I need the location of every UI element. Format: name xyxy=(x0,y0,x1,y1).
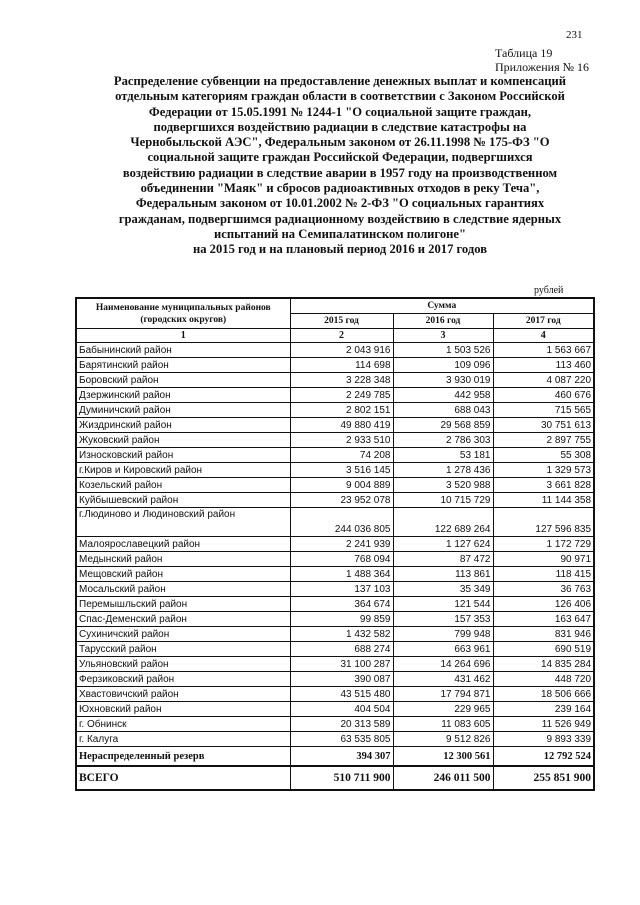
row-value-2017: 118 415 xyxy=(493,567,594,582)
row-value-2016: 11 083 605 xyxy=(393,717,493,732)
row-value-2016: 1 503 526 xyxy=(393,343,493,358)
row-name: Хвастовичский район xyxy=(76,687,290,702)
title-line: Федерации от 15.05.1991 № 1244-1 "О социальной защите граждан, xyxy=(148,104,532,119)
unit-label: рублей xyxy=(534,285,564,296)
row-value-2017: 448 720 xyxy=(493,672,594,687)
row-value-2017: 4 087 220 xyxy=(493,373,594,388)
row-value-2017: 55 308 xyxy=(493,448,594,463)
row-value-2017: 9 893 339 xyxy=(493,732,594,747)
table-label: Таблица 19 xyxy=(495,46,553,60)
total-2015: 510 711 900 xyxy=(290,766,393,790)
row-value-2015: 688 274 xyxy=(290,642,393,657)
row-value-2015: 137 103 xyxy=(290,582,393,597)
table-row xyxy=(76,433,594,448)
appendix-label: Приложения № 16 xyxy=(495,60,590,74)
row-value-2016: 663 961 xyxy=(393,642,493,657)
row-value-2016: 121 544 xyxy=(393,597,493,612)
row-value-2017: 163 647 xyxy=(493,612,594,627)
title-line: социальной защите граждан Российской Федерации, подвергшихся xyxy=(147,150,533,165)
row-name: г.Людиново и Людиновский район xyxy=(76,508,290,537)
row-name: Думиничский район xyxy=(76,403,290,418)
header-name: Наименование муниципальных районов (городских округов) xyxy=(76,298,290,329)
row-value-2015: 3 228 348 xyxy=(290,373,393,388)
row-value-2016: 10 715 729 xyxy=(393,493,493,508)
title-line: отдельным категориям граждан области в соответствии с Законом Российской xyxy=(115,89,565,104)
title-line: гражданам, подвергшимся радиационному воздействию в следствие ядерных xyxy=(118,211,562,226)
title-line: подвергшихся воздействию радиации в следствие катастрофы на xyxy=(153,119,527,134)
table-row xyxy=(76,418,594,433)
total-2017: 255 851 900 xyxy=(493,766,594,790)
document-title xyxy=(80,74,600,258)
header-sum: Сумма xyxy=(290,298,594,314)
row-value-2015: 1 488 364 xyxy=(290,567,393,582)
row-name: Куйбышевский район xyxy=(76,493,290,508)
row-value-2017: 11 144 358 xyxy=(493,493,594,508)
table-row xyxy=(76,373,594,388)
page-number: 231 xyxy=(566,29,583,41)
row-name: Боровский район xyxy=(76,373,290,388)
col-number: 3 xyxy=(393,329,493,343)
row-value-2016: 87 472 xyxy=(393,552,493,567)
row-value-2015: 390 087 xyxy=(290,672,393,687)
row-value-2016: 17 794 871 xyxy=(393,687,493,702)
row-name: Мещовский район xyxy=(76,567,290,582)
row-value-2015: 99 859 xyxy=(290,612,393,627)
row-value-2016: 799 948 xyxy=(393,627,493,642)
row-name: Малоярославецкий район xyxy=(76,537,290,552)
row-value-2016: 35 349 xyxy=(393,582,493,597)
total-2016: 246 011 500 xyxy=(393,766,493,790)
row-name: Бабынинский район xyxy=(76,343,290,358)
row-value-2015: 768 094 xyxy=(290,552,393,567)
row-name: Ферзиковский район xyxy=(76,672,290,687)
row-value-2016: 688 043 xyxy=(393,403,493,418)
row-value-2017: 113 460 xyxy=(493,358,594,373)
row-value-2016: 2 786 303 xyxy=(393,433,493,448)
table-row xyxy=(76,478,594,493)
row-name: Тарусский район xyxy=(76,642,290,657)
reserve-name: Нераспределенный резерв xyxy=(76,747,290,767)
row-value-2016: 157 353 xyxy=(393,612,493,627)
reserve-2015: 394 307 xyxy=(290,747,393,767)
row-value-2015: 2 043 916 xyxy=(290,343,393,358)
table-row xyxy=(76,567,594,582)
row-name: г. Калуга xyxy=(76,732,290,747)
table-body xyxy=(76,343,594,747)
title-line: Распределение субвенции на предоставление денежных выплат и компенсаций xyxy=(113,74,567,88)
total-name: ВСЕГО xyxy=(76,766,290,790)
reserve-row xyxy=(76,747,594,767)
row-name: Ульяновский район xyxy=(76,657,290,672)
table-row xyxy=(76,657,594,672)
row-value-2015: 74 208 xyxy=(290,448,393,463)
row-value-2017: 715 565 xyxy=(493,403,594,418)
row-name: Барятинский район xyxy=(76,358,290,373)
row-value-2017: 690 519 xyxy=(493,642,594,657)
table-row xyxy=(76,582,594,597)
row-value-2015: 23 952 078 xyxy=(290,493,393,508)
table-row xyxy=(76,448,594,463)
row-value-2017: 90 971 xyxy=(493,552,594,567)
reserve-2016: 12 300 561 xyxy=(393,747,493,767)
table-row xyxy=(76,358,594,373)
table-row xyxy=(76,463,594,478)
title-line: на 2015 год и на плановый период 2016 и 2017 годов xyxy=(192,242,488,257)
title-line: Чернобыльской АЭС", Федеральным законом от 26.11.1998 № 175-ФЗ "О xyxy=(130,135,550,150)
title-line: испытаний на Семипалатинском полигоне" xyxy=(214,226,466,241)
row-value-2016: 122 689 264 xyxy=(393,508,493,537)
row-value-2016: 113 861 xyxy=(393,567,493,582)
table-row xyxy=(76,508,594,537)
row-value-2015: 2 802 151 xyxy=(290,403,393,418)
row-value-2017: 3 661 828 xyxy=(493,478,594,493)
col-number: 4 xyxy=(493,329,594,343)
row-value-2015: 49 880 419 xyxy=(290,418,393,433)
table-row xyxy=(76,388,594,403)
table-row xyxy=(76,403,594,418)
row-value-2016: 14 264 696 xyxy=(393,657,493,672)
row-value-2016: 442 958 xyxy=(393,388,493,403)
row-name: Юхновский район xyxy=(76,702,290,717)
table-row xyxy=(76,552,594,567)
row-value-2015: 31 100 287 xyxy=(290,657,393,672)
row-value-2016: 1 278 436 xyxy=(393,463,493,478)
row-value-2016: 229 965 xyxy=(393,702,493,717)
row-name: Спас-Деменский район xyxy=(76,612,290,627)
table-row xyxy=(76,627,594,642)
total-row xyxy=(76,766,594,790)
col-number: 1 xyxy=(76,329,290,343)
row-value-2017: 831 946 xyxy=(493,627,594,642)
row-name: Сухиничский район xyxy=(76,627,290,642)
row-value-2015: 2 241 939 xyxy=(290,537,393,552)
table-row xyxy=(76,732,594,747)
reserve-2017: 12 792 524 xyxy=(493,747,594,767)
row-value-2015: 364 674 xyxy=(290,597,393,612)
title-line: воздействию радиации в следствие аварии в 1957 году на производственном xyxy=(122,165,558,180)
row-value-2017: 14 835 284 xyxy=(493,657,594,672)
row-name: Медынский район xyxy=(76,552,290,567)
row-value-2016: 3 520 988 xyxy=(393,478,493,493)
row-name: Мосальский район xyxy=(76,582,290,597)
row-value-2016: 9 512 826 xyxy=(393,732,493,747)
row-value-2017: 1 563 667 xyxy=(493,343,594,358)
row-name: г. Обнинск xyxy=(76,717,290,732)
table-row xyxy=(76,612,594,627)
row-value-2015: 244 036 805 xyxy=(290,508,393,537)
subvention-table xyxy=(75,297,595,791)
row-value-2017: 1 172 729 xyxy=(493,537,594,552)
row-value-2017: 30 751 613 xyxy=(493,418,594,433)
header-year-2017: 2017 год xyxy=(493,314,594,329)
row-value-2015: 2 249 785 xyxy=(290,388,393,403)
row-value-2017: 127 596 835 xyxy=(493,508,594,537)
row-name: Перемышльский район xyxy=(76,597,290,612)
row-value-2016: 1 127 624 xyxy=(393,537,493,552)
table-row xyxy=(76,702,594,717)
row-value-2015: 2 933 510 xyxy=(290,433,393,448)
row-value-2016: 53 181 xyxy=(393,448,493,463)
row-value-2015: 1 432 582 xyxy=(290,627,393,642)
row-value-2017: 126 406 xyxy=(493,597,594,612)
row-name: Жуковский район xyxy=(76,433,290,448)
header-year-2015: 2015 год xyxy=(290,314,393,329)
title-line: Федеральным законом от 10.01.2002 № 2-ФЗ "О социальных гарантиях xyxy=(135,196,545,211)
row-name: Козельский район xyxy=(76,478,290,493)
row-value-2016: 29 568 859 xyxy=(393,418,493,433)
row-value-2016: 431 462 xyxy=(393,672,493,687)
table-row xyxy=(76,717,594,732)
col-number: 2 xyxy=(290,329,393,343)
row-value-2015: 404 504 xyxy=(290,702,393,717)
row-value-2017: 36 763 xyxy=(493,582,594,597)
row-name: г.Киров и Кировский район xyxy=(76,463,290,478)
table-row xyxy=(76,343,594,358)
row-value-2015: 63 535 805 xyxy=(290,732,393,747)
row-name: Дзержинский район xyxy=(76,388,290,403)
title-line: объединении "Маяк" и сбросов радиоактивных отходов в реку Теча", xyxy=(140,181,540,196)
row-value-2015: 20 313 589 xyxy=(290,717,393,732)
row-value-2017: 2 897 755 xyxy=(493,433,594,448)
row-value-2017: 239 164 xyxy=(493,702,594,717)
row-value-2017: 11 526 949 xyxy=(493,717,594,732)
header-year-2016: 2016 год xyxy=(393,314,493,329)
table-row xyxy=(76,493,594,508)
row-value-2017: 460 676 xyxy=(493,388,594,403)
table-row xyxy=(76,597,594,612)
table-row xyxy=(76,537,594,552)
table-row xyxy=(76,672,594,687)
row-value-2015: 43 515 480 xyxy=(290,687,393,702)
row-value-2015: 9 004 889 xyxy=(290,478,393,493)
row-value-2017: 18 506 666 xyxy=(493,687,594,702)
row-value-2016: 109 096 xyxy=(393,358,493,373)
row-value-2015: 114 698 xyxy=(290,358,393,373)
row-name: Износковский район xyxy=(76,448,290,463)
row-value-2017: 1 329 573 xyxy=(493,463,594,478)
row-value-2015: 3 516 145 xyxy=(290,463,393,478)
row-value-2016: 3 930 019 xyxy=(393,373,493,388)
table-row xyxy=(76,642,594,657)
table-row xyxy=(76,687,594,702)
row-name: Жиздринский район xyxy=(76,418,290,433)
